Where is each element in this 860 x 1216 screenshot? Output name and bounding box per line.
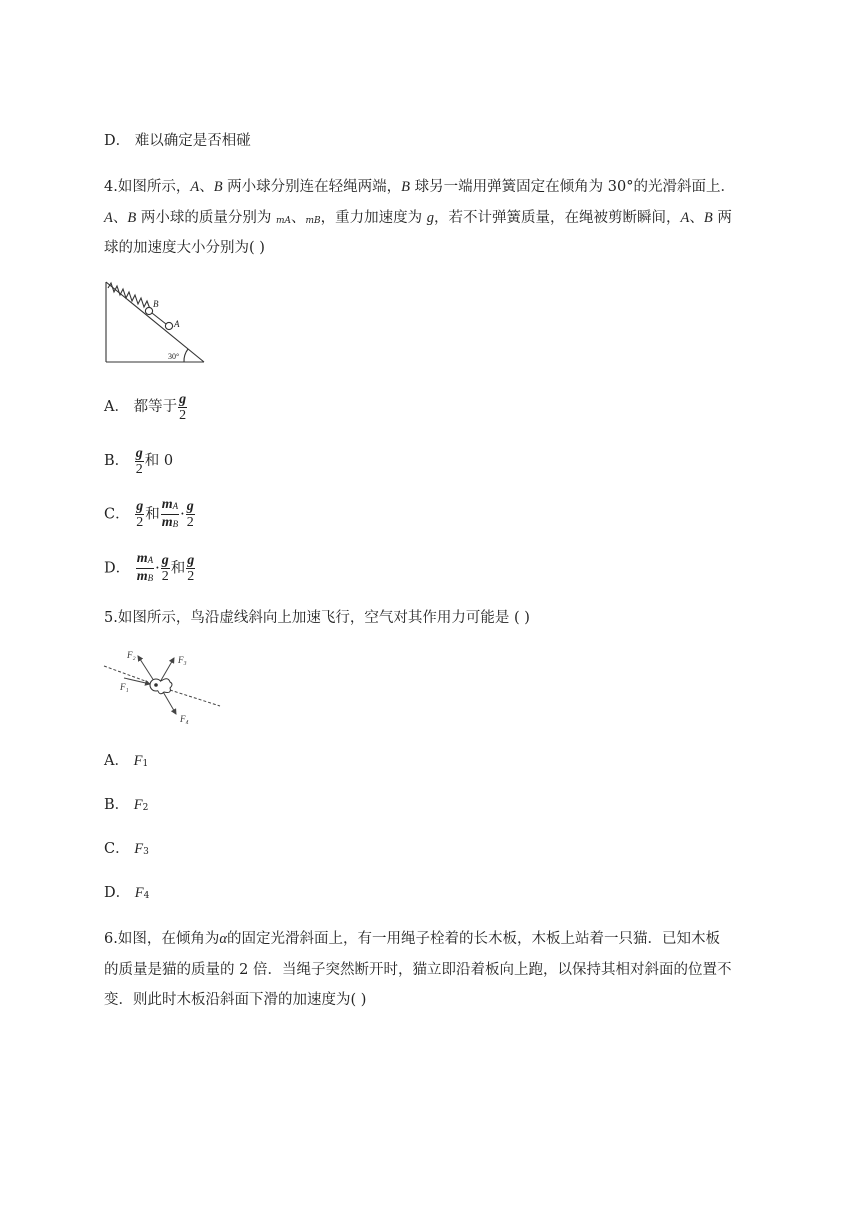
fraction-g-over-2: $\frac{g}{2}$ [161, 553, 169, 584]
q6-stem-line1: 6.如图，在倾角为α的固定光滑斜面上，有一用绳子栓着的长木板，木板上站着一只猫．已知木板 [104, 931, 720, 947]
force-f4-arrow [162, 690, 176, 714]
fraction-ma-over-mb: $\frac{mA}{mB}$ [136, 551, 154, 584]
q5-option-a: A． F1 [104, 753, 149, 769]
rope [152, 313, 166, 324]
label-a: A [174, 319, 180, 329]
angle-arc [184, 349, 188, 362]
q5-option-d: D． F4 [104, 885, 150, 901]
bird-icon [150, 679, 172, 694]
fraction-g-over-2: $\frac{g}{2}$ [136, 499, 144, 530]
dashed-path-left [104, 666, 148, 682]
fraction-g-over-2: $\frac{g}{2}$ [187, 553, 195, 584]
label-f3: F₃ [178, 655, 187, 665]
incline-figure [100, 276, 210, 366]
fraction-ma-over-mb: $\frac{mA}{mB}$ [161, 497, 179, 530]
q6-stem-line2: 的质量是猫的质量的 2 倍．当绳子突然断开时，猫立即沿着板向上跑，以保持其相对斜面的位置不 [104, 962, 732, 978]
label-f2: F₂ [127, 650, 136, 660]
label-angle: 30° [168, 352, 180, 361]
q6-stem-line3: 变．则此时木板沿斜面下滑的加速度为( ) [104, 992, 367, 1008]
label-f1: F₁ [120, 682, 129, 692]
q5-option-c: C． F3 [104, 841, 149, 857]
q4-option-d: D． $\frac{mA}{mB}$ · $\frac{g}{2}$ 和 $\frac{g}{2}$ [104, 551, 195, 584]
ball-b [145, 307, 152, 314]
label-f4: F₄ [180, 714, 189, 724]
q5-option-b: B． F2 [104, 797, 149, 813]
label-b: B [153, 299, 159, 309]
dashed-path-right [170, 690, 220, 706]
fraction-g-over-2: $\frac{g}{2}$ [179, 391, 187, 423]
q4-stem-line1: 4.如图所示，A、B 两小球分别连在轻绳两端，B 球另一端用弹簧固定在倾角为 30°的光滑斜面上． [104, 179, 735, 195]
q4-stem-line2: A、B 两小球的质量分别为 mA、mB，重力加速度为 g，若不计弹簧质量，在绳被剪断瞬间，A、B 两 [104, 210, 732, 226]
q3-option-d: D． 难以确定是否相碰 [104, 133, 251, 149]
q4-option-c: C． $\frac{g}{2}$ 和 $\frac{mA}{mB}$ · $\frac{g}{2}$ [104, 497, 194, 530]
ball-a [165, 322, 172, 329]
fraction-g-over-2: $\frac{g}{2}$ [186, 499, 194, 530]
spring-icon [108, 283, 150, 309]
q4-option-b: B． $\frac{g}{2}$ 和 0 [104, 445, 174, 477]
bird-force-figure [100, 644, 225, 729]
q5-stem: 5.如图所示，鸟沿虚线斜向上加速飞行，空气对其作用力可能是 ( ) [104, 610, 530, 626]
fraction-g-over-2: $\frac{g}{2}$ [135, 445, 143, 477]
q4-option-a: A． 都等于 $\frac{g}{2}$ [104, 391, 187, 423]
q4-stem-line3: 球的加速度大小分别为( ) [104, 240, 265, 256]
